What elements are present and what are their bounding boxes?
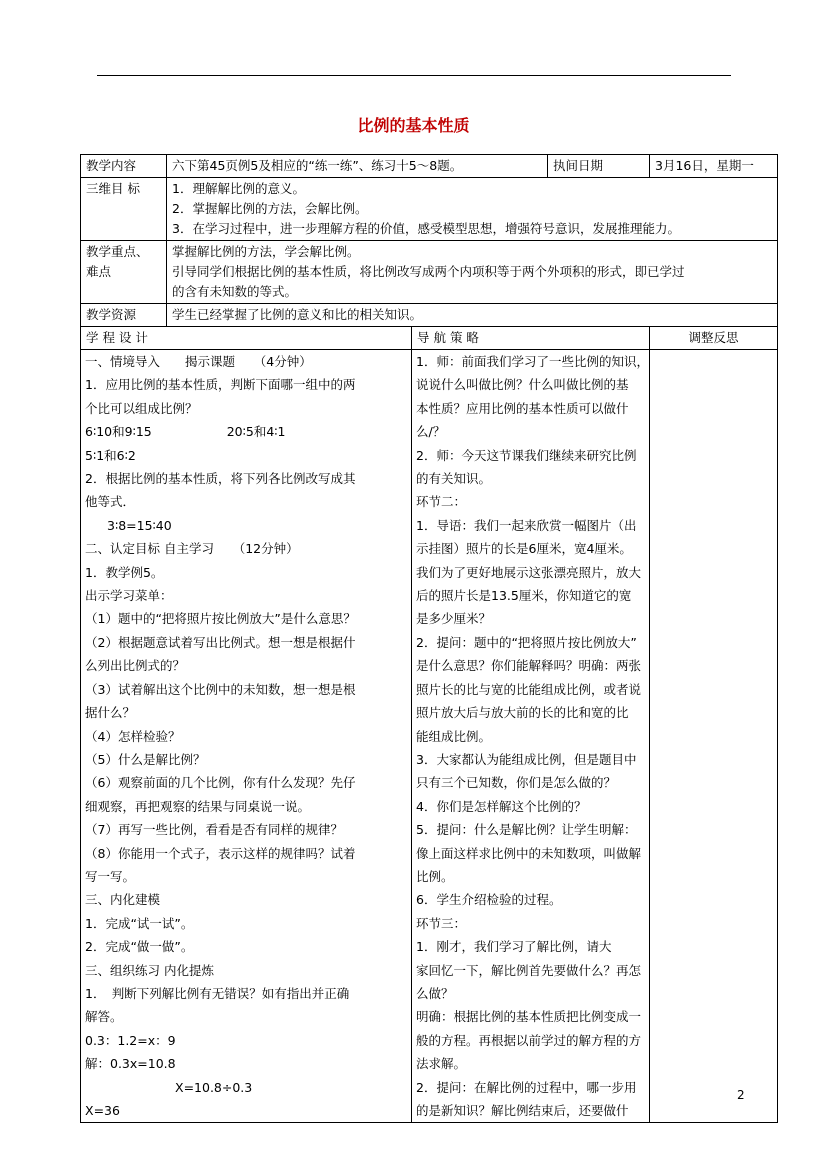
text-line: 5．提问：什么是解比例？让学生明解： [416, 822, 637, 838]
text-line: 是什么意思？你们能解释吗？明确：两张 [416, 658, 642, 674]
text-line: 2．提问：题中的“把将照片按比例放大” [416, 634, 637, 650]
text-line: 解：0.3x=10.8 [85, 1056, 176, 1072]
key-points-label [81, 241, 167, 304]
text-line: 据什么？ [85, 705, 136, 721]
text-line: 1．刚才，我们学习了解比例，请大 [416, 939, 612, 955]
text-line: 4．你们是怎样解这个比例的？ [416, 798, 587, 814]
text-line: 我们为了更好地展示这张漂亮照片，放大 [416, 564, 642, 580]
text-line: （7）再写一些比例，看看是否有同样的规律？ [85, 822, 343, 838]
text-line: 6．学生介绍检验的过程。 [416, 892, 562, 908]
resources-label: 教学资源 [81, 304, 167, 327]
key-points-row [81, 241, 778, 304]
content-value: 六下第45页例5及相应的“练一练”、练习十5～8题。 [167, 155, 548, 178]
text-line: 像上面这样求比例中的未知数项，叫做解 [416, 845, 642, 861]
text-line: 照片长的比与宽的比能组成比例，或者说 [416, 681, 642, 697]
resources-value: 学生已经掌握了比例的意义和比的相关知识。 [167, 304, 778, 327]
text-line: 他等式． [85, 494, 136, 510]
text-line: 比例。 [416, 868, 454, 884]
strategy-header: 导 航 策 略 [412, 327, 650, 350]
key-point-line: 的含有未知数的等式。 [172, 284, 298, 299]
text-line: 6∶10和9∶15 20∶5和4∶1 [85, 424, 286, 440]
text-line: X=10.8÷0.3 [175, 1079, 253, 1095]
text-line: 的有关知识。 [416, 471, 492, 487]
text-line: 细观察，再把观察的结果与同桌说一说。 [85, 798, 311, 814]
text-line: 2．完成“做一做”。 [85, 939, 194, 955]
text-line: 三、内化建模 [85, 892, 161, 908]
text-line: 1．导语：我们一起来欣赏一幅图片（出 [416, 517, 637, 533]
text-line: X=36 [85, 1103, 120, 1118]
text-line: 1．师：前面我们学习了一些比例的知识， [416, 354, 649, 369]
text-line: 1．应用比例的基本性质，判断下面哪一组中的两 [85, 377, 356, 393]
text-line: 3∶8=15∶40 [107, 517, 172, 533]
text-line: 解答。 [85, 1009, 123, 1025]
text-line: 2．师：今天这节课我们继续来研究比例 [416, 447, 637, 463]
text-line: 二、认定目标 自主学习 （12分钟） [85, 541, 299, 557]
text-line: 出示学习菜单： [85, 588, 173, 604]
text-line: 只有三个已知数，你们是怎么做的？ [416, 775, 617, 791]
key-points-label-line: 教学重点、 [86, 244, 149, 259]
text-line: （8）你能用一个式子，表示这样的规律吗？试着 [85, 845, 356, 861]
date-value: 3月16日，星期一 [650, 155, 778, 178]
text-line: 写一写。 [85, 868, 136, 884]
key-point-line: 引导同学们根据比例的基本性质，将比例改写成两个内项积等于两个外项积的形式，即已学过 [172, 264, 685, 279]
text-line: （4）怎样检验？ [85, 728, 181, 744]
text-line: 么列出比例式的？ [85, 658, 186, 674]
text-line: 3．大家都认为能组成比例，但是题目中 [416, 751, 637, 767]
text-line: （2）根据题意试着写出比例式。想一想是根据什 [85, 634, 356, 650]
text-line: 示挂图）照片的长是6厘米，宽4厘米。 [416, 541, 632, 557]
goal-item: 3．在学习过程中，进一步理解方程的价值，感受模型思想，增强符号意识，发展推理能力。 [172, 221, 680, 236]
goals-list [167, 178, 778, 241]
text-line: 三、组织练习 内化提炼 [85, 962, 214, 978]
strategy-column [412, 350, 650, 1123]
date-label: 执间日期 [548, 155, 650, 178]
text-line: 环节二： [416, 494, 467, 510]
text-line: （5）什么是解比例？ [85, 751, 206, 767]
text-line: 1．教学例5。 [85, 564, 164, 580]
reflection-column [650, 350, 778, 1123]
key-points-label-line: 难点 [86, 264, 112, 279]
design-header: 学 程 设 计 [81, 327, 412, 350]
text-line: 一、情境导入 揭示课题 （4分钟） [85, 354, 312, 369]
text-line: 个比可以组成比例？ [85, 400, 198, 416]
lesson-plan-table [80, 154, 778, 1123]
text-line: 么做？ [416, 985, 454, 1001]
header-rule [97, 75, 731, 76]
text-line: 环节三： [416, 915, 467, 931]
text-line: 2．提问：在解比例的过程中，哪一步用 [416, 1079, 637, 1095]
text-line: 1．完成“试一试”。 [85, 915, 194, 931]
reflection-header: 调整反思 [650, 327, 778, 350]
text-line: 本性质？应用比例的基本性质可以做什 [416, 400, 629, 416]
goals-label: 三维目 标 [81, 178, 167, 241]
text-line: 的是新知识？解比例结束后，还要做什 [416, 1103, 629, 1118]
page-number: 2 [737, 1088, 745, 1102]
text-line: 法求解。 [416, 1056, 467, 1072]
key-points-text [167, 241, 778, 304]
content-label: 教学内容 [81, 155, 167, 178]
text-line: （1）题中的“把将照片按比例放大”是什么意思？ [85, 611, 356, 627]
text-line: 2．根据比例的基本性质，将下列各比例改写成其 [85, 471, 356, 487]
text-line: （6）观察前面的几个比例，你有什么发现？先仔 [85, 775, 356, 791]
text-line: 明确：根据比例的基本性质把比例变成一 [416, 1009, 642, 1025]
text-line: 般的方程。再根据以前学过的解方程的方 [416, 1032, 642, 1048]
text-line: 0.3：1.2=x：9 [85, 1032, 176, 1048]
design-column [81, 350, 412, 1123]
goals-row [81, 178, 778, 241]
text-line: 照片放大后与放大前的长的比和宽的比 [416, 705, 629, 721]
resources-row [81, 304, 778, 327]
key-point-line: 掌握解比例的方法，学会解比例。 [172, 244, 360, 259]
goal-item: 2．掌握解比例的方法，会解比例。 [172, 201, 368, 216]
text-line: 能组成比例。 [416, 728, 492, 744]
text-line: 5∶1和6∶2 [85, 447, 136, 463]
text-line: 1． 判断下列解比例有无错误？如有指出并正确 [85, 985, 350, 1001]
text-line: （3）试着解出这个比例中的未知数，想一想是根 [85, 681, 356, 697]
column-header-row [81, 327, 778, 350]
page-title: 比例的基本性质 [357, 116, 470, 135]
text-line: 说说什么叫做比例？什么叫做比例的基 [416, 377, 629, 393]
main-row [81, 350, 778, 1123]
content-row [81, 155, 778, 178]
text-line: 么/？ [416, 424, 446, 440]
text-line: 是多少厘米？ [416, 611, 492, 627]
goal-item: 1．理解解比例的意义。 [172, 181, 305, 196]
text-line: 家回忆一下，解比例首先要做什么？再怎 [416, 962, 642, 978]
text-line: 后的照片长是13.5厘米，你知道它的宽 [416, 588, 632, 604]
